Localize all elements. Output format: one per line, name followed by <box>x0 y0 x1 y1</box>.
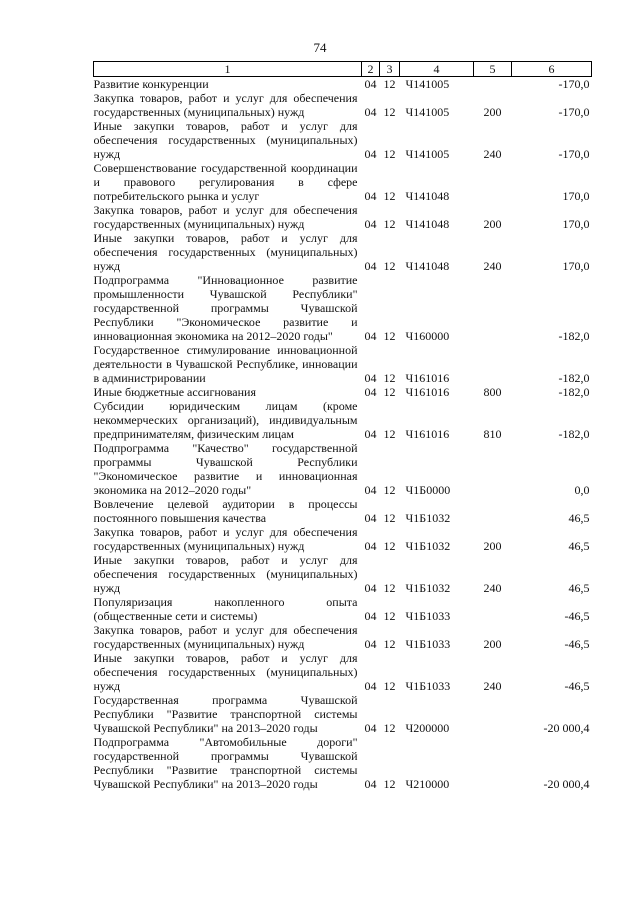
row-name: Закупка товаров, работ и услуг для обеспечения государственных (муниципальных) нужд <box>93 203 358 231</box>
row-name: Закупка товаров, работ и услуг для обеспечения государственных (муниципальных) нужд <box>93 623 358 651</box>
row-vr <box>474 497 512 525</box>
row-pr: 12 <box>383 637 396 651</box>
row-pr: 12 <box>383 427 396 441</box>
row-csr: Ч1Б0000 <box>405 483 451 497</box>
row-csr: Ч141005 <box>405 105 450 119</box>
table-row <box>94 693 592 735</box>
row-csr: Ч161016 <box>405 371 450 385</box>
page-number: 74 <box>313 40 327 55</box>
table-row <box>94 273 592 343</box>
row-sum: -46,5 <box>564 609 590 623</box>
row-rz: 04 <box>364 427 377 441</box>
row-csr: Ч141048 <box>405 189 450 203</box>
row-rz: 04 <box>364 539 377 553</box>
row-rz: 04 <box>364 581 377 595</box>
row-rz: 04 <box>364 259 377 273</box>
row-sum: -170,0 <box>558 147 590 161</box>
row-pr: 12 <box>383 679 396 693</box>
row-csr: Ч1Б1033 <box>405 679 451 693</box>
row-csr: Ч161016 <box>405 385 450 399</box>
row-rz: 04 <box>364 637 377 651</box>
header-col-5: 5 <box>474 62 512 77</box>
table-row <box>94 441 592 497</box>
row-rz: 04 <box>364 105 377 119</box>
row-csr: Ч141048 <box>405 259 450 273</box>
table-row <box>94 735 592 791</box>
row-sum: -182,0 <box>558 385 590 399</box>
row-sum: 170,0 <box>562 217 590 231</box>
row-csr: Ч1Б1032 <box>405 511 451 525</box>
table-header-row <box>94 62 592 77</box>
row-name: Подпрограмма "Инновационное развитие промышленности Чувашской Республики" государственной программы Чувашской Республики "Экономическое развитие и инновационная экономика на 2012–2020 годы" <box>93 273 358 343</box>
row-csr: Ч1Б1032 <box>405 581 451 595</box>
table-row <box>94 119 592 161</box>
row-csr: Ч200000 <box>405 721 450 735</box>
header-col-4: 4 <box>400 62 474 77</box>
row-vr: 200 <box>483 217 502 231</box>
row-csr: Ч141005 <box>405 77 450 91</box>
row-rz: 04 <box>364 511 377 525</box>
row-vr: 240 <box>483 581 502 595</box>
row-vr: 800 <box>483 385 502 399</box>
row-name: Иные закупки товаров, работ и услуг для обеспечения государственных (муниципальных) нужд <box>93 119 358 161</box>
row-pr: 12 <box>383 721 396 735</box>
table-row <box>94 343 592 385</box>
row-name: Государственная программа Чувашской Республики "Развитие транспортной системы Чувашской Республики" на 2013–2020 годы <box>93 693 358 735</box>
row-csr: Ч1Б1033 <box>405 609 451 623</box>
row-sum: -170,0 <box>558 105 590 119</box>
row-vr: 200 <box>483 637 502 651</box>
row-vr <box>474 595 512 623</box>
row-rz: 04 <box>364 147 377 161</box>
row-pr: 12 <box>383 581 396 595</box>
row-vr: 240 <box>483 259 502 273</box>
row-vr <box>474 161 512 203</box>
row-vr: 200 <box>483 539 502 553</box>
row-rz: 04 <box>364 777 377 791</box>
table-row <box>94 77 592 92</box>
row-rz: 04 <box>364 385 377 399</box>
header-col-6: 6 <box>512 62 592 77</box>
row-name: Закупка товаров, работ и услуг для обеспечения государственных (муниципальных) нужд <box>93 91 358 119</box>
row-pr: 12 <box>383 259 396 273</box>
row-name: Подпрограмма "Автомобильные дороги" государственной программы Чувашской Республики "Развитие транспортной системы Чувашской Республики" на 2013–2020 годы <box>93 735 358 791</box>
table-row <box>94 231 592 273</box>
row-name: Вовлечение целевой аудитории в процессы постоянного повышения качества <box>93 497 358 525</box>
row-name: Иные закупки товаров, работ и услуг для обеспечения государственных (муниципальных) нужд <box>93 651 358 693</box>
row-vr <box>474 77 512 92</box>
row-pr: 12 <box>383 539 396 553</box>
budget-table <box>93 61 592 791</box>
row-csr: Ч141005 <box>405 147 450 161</box>
table-row <box>94 161 592 203</box>
table-row <box>94 399 592 441</box>
row-name: Государственное стимулирование инновационной деятельности в Чувашской Республике, инновации в администрировании <box>93 343 358 385</box>
row-sum: -46,5 <box>564 637 590 651</box>
table-body <box>94 77 592 792</box>
row-rz: 04 <box>364 609 377 623</box>
row-pr: 12 <box>383 189 396 203</box>
row-pr: 12 <box>383 777 396 791</box>
header-col-1: 1 <box>94 62 362 77</box>
table-row <box>94 91 592 119</box>
row-vr <box>474 273 512 343</box>
row-sum: 46,5 <box>568 511 590 525</box>
row-sum: 0,0 <box>574 483 590 497</box>
table-row <box>94 203 592 231</box>
row-pr: 12 <box>383 511 396 525</box>
row-pr: 12 <box>383 329 396 343</box>
table-row <box>94 553 592 595</box>
row-rz: 04 <box>364 483 377 497</box>
table-row <box>94 651 592 693</box>
header-col-3: 3 <box>380 62 400 77</box>
row-name: Подпрограмма "Качество" государственной программы Чувашской Республики "Экономическое развитие и инновационная экономика на 2012–2020 годы" <box>93 441 358 497</box>
row-vr <box>474 343 512 385</box>
row-rz: 04 <box>364 721 377 735</box>
row-vr <box>474 693 512 735</box>
row-vr: 200 <box>483 105 502 119</box>
row-vr: 240 <box>483 147 502 161</box>
row-sum: 46,5 <box>568 581 590 595</box>
row-name: Иные закупки товаров, работ и услуг для обеспечения государственных (муниципальных) нужд <box>93 231 358 273</box>
row-name: Совершенствование государственной координации и правового регулирования в сфере потребительского рынка и услуг <box>93 161 358 203</box>
row-pr: 12 <box>383 77 396 91</box>
row-vr: 240 <box>483 679 502 693</box>
row-sum: 46,5 <box>568 539 590 553</box>
row-vr <box>474 735 512 791</box>
row-pr: 12 <box>383 217 396 231</box>
row-rz: 04 <box>364 329 377 343</box>
row-name: Иные закупки товаров, работ и услуг для обеспечения государственных (муниципальных) нужд <box>93 553 358 595</box>
row-sum: -20 000,4 <box>543 777 590 791</box>
row-name: Субсидии юридическим лицам (кроме некоммерческих организаций), индивидуальным предпринимателям, физическим лицам <box>93 399 358 441</box>
row-sum: 170,0 <box>562 259 590 273</box>
row-rz: 04 <box>364 679 377 693</box>
row-csr: Ч141048 <box>405 217 450 231</box>
row-rz: 04 <box>364 371 377 385</box>
row-rz: 04 <box>364 189 377 203</box>
row-rz: 04 <box>364 77 377 91</box>
table-row <box>94 497 592 525</box>
row-sum: -46,5 <box>564 679 590 693</box>
row-pr: 12 <box>383 147 396 161</box>
row-name: Закупка товаров, работ и услуг для обеспечения государственных (муниципальных) нужд <box>93 525 358 553</box>
row-sum: 170,0 <box>562 189 590 203</box>
table-row <box>94 525 592 553</box>
row-csr: Ч160000 <box>405 329 450 343</box>
row-csr: Ч1Б1033 <box>405 637 451 651</box>
row-pr: 12 <box>383 385 396 399</box>
row-vr: 810 <box>483 427 502 441</box>
row-pr: 12 <box>383 609 396 623</box>
row-rz: 04 <box>364 217 377 231</box>
row-name: Популяризация накопленного опыта (общественные сети и системы) <box>93 595 358 623</box>
header-col-2: 2 <box>362 62 380 77</box>
row-csr: Ч1Б1032 <box>405 539 451 553</box>
row-csr: Ч210000 <box>405 777 450 791</box>
row-sum: -182,0 <box>558 371 590 385</box>
row-sum: -182,0 <box>558 329 590 343</box>
row-pr: 12 <box>383 105 396 119</box>
table-row <box>94 623 592 651</box>
table-row <box>94 595 592 623</box>
row-pr: 12 <box>383 483 396 497</box>
row-pr: 12 <box>383 371 396 385</box>
row-sum: -170,0 <box>558 77 590 91</box>
row-sum: -20 000,4 <box>543 721 590 735</box>
row-sum: -182,0 <box>558 427 590 441</box>
table-row <box>94 385 592 399</box>
row-name: Иные бюджетные ассигнования <box>93 385 256 399</box>
row-csr: Ч161016 <box>405 427 450 441</box>
row-name: Развитие конкуренции <box>93 77 209 91</box>
row-vr <box>474 441 512 497</box>
